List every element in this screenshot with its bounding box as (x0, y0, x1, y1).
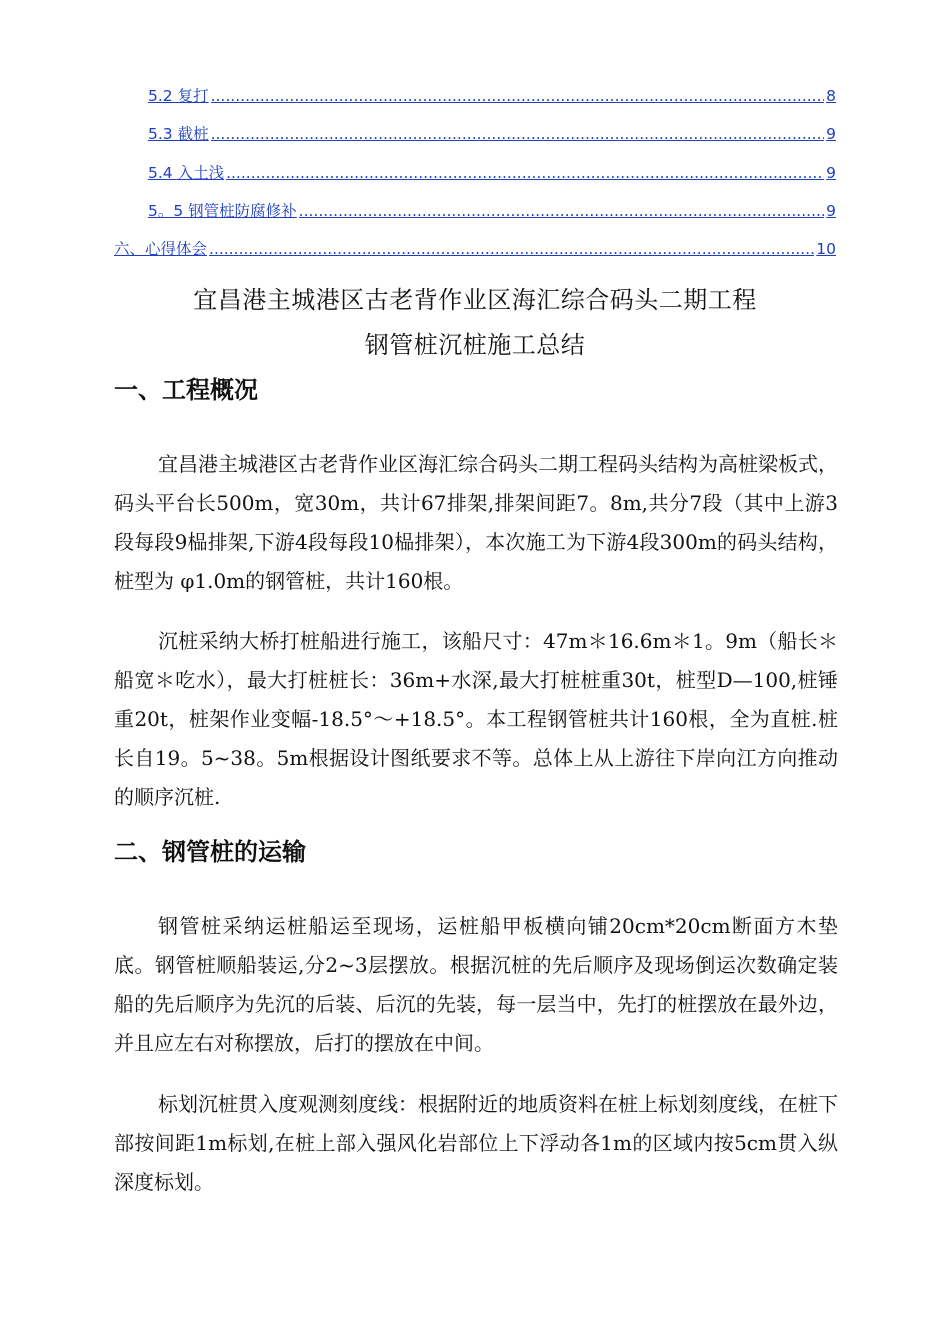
toc-item-label: 5.4 入土浅 (148, 164, 225, 182)
paragraph: 宜昌港主城港区古老背作业区海汇综合码头二期工程码头结构为高桩梁板式，码头平台长500m，宽30m，共计67排架,排架间距7。8m,共分7段（其中上游3段每段9榀排架,下游4段每段10榀排架），本次施工为下游4段300m的码头结构，桩型为 φ1.0m的钢管桩，共计160根。 (114, 452, 838, 593)
section-heading-overview: 一、工程概况 (114, 376, 258, 404)
toc-item-page: 8 (826, 87, 836, 105)
toc-leader-dots (211, 125, 825, 143)
toc-item-5-2[interactable] (148, 84, 836, 120)
section-heading-transport: 二、钢管桩的运输 (114, 838, 306, 866)
toc-item-label: 六、心得体会 (114, 240, 208, 258)
toc-leader-dots (299, 202, 824, 220)
toc-item-6[interactable] (114, 237, 836, 273)
paragraph: 钢管桩采纳运桩船运至现场，运桩船甲板横向铺20cm*20cm断面方木垫底。钢管桩顺船装运,分2~3层摆放。根据沉桩的先后顺序及现场倒运次数确定装船的先后顺序为先沉的后装、后沉的先装，每一层当中，先打的桩摆放在最外边，并且应左右对称摆放，后打的摆放在中间。 (114, 914, 838, 1055)
toc-item-page: 10 (816, 240, 836, 258)
toc-item-5-5[interactable] (148, 199, 836, 235)
document-title-line-1: 宜昌港主城港区古老背作业区海汇综合码头二期工程 (193, 286, 757, 314)
toc-item-label: 5.2 复打 (148, 87, 209, 105)
paragraph: 沉桩采纳大桥打桩船进行施工，该船尺寸：47m＊16.6m＊1。9m（船长＊船宽＊吃水），最大打桩桩长：36m+水深,最大打桩桩重30t，桩型D—100,桩锤重20t，桩架作业变幅-18.5°～+18.5°。本工程钢管桩共计160根，全为直桩.桩长自19。5~38。5m根据设计图纸要求不等。总体上从上游往下岸向江方向推动的顺序沉桩. (114, 629, 838, 809)
document-title-line-2: 钢管桩沉桩施工总结 (364, 331, 586, 359)
toc-leader-dots (209, 240, 814, 258)
toc-item-page: 9 (826, 202, 836, 220)
toc-item-5-3[interactable] (148, 122, 836, 158)
toc-item-label: 5.3 截桩 (148, 125, 209, 143)
toc-leader-dots (226, 164, 824, 182)
toc-leader-dots (211, 87, 825, 105)
toc-item-label: 5。5 钢管桩防腐修补 (148, 202, 297, 220)
toc-item-page: 9 (826, 125, 836, 143)
toc-item-page: 9 (826, 164, 836, 182)
paragraph: 标划沉桩贯入度观测刻度线：根据附近的地质资料在桩上标划刻度线，在桩下部按间距1m标划,在桩上部入强风化岩部位上下浮动各1m的区域内按5cm贯入纵深度标划。 (114, 1092, 838, 1194)
toc-item-5-4[interactable] (148, 161, 836, 197)
